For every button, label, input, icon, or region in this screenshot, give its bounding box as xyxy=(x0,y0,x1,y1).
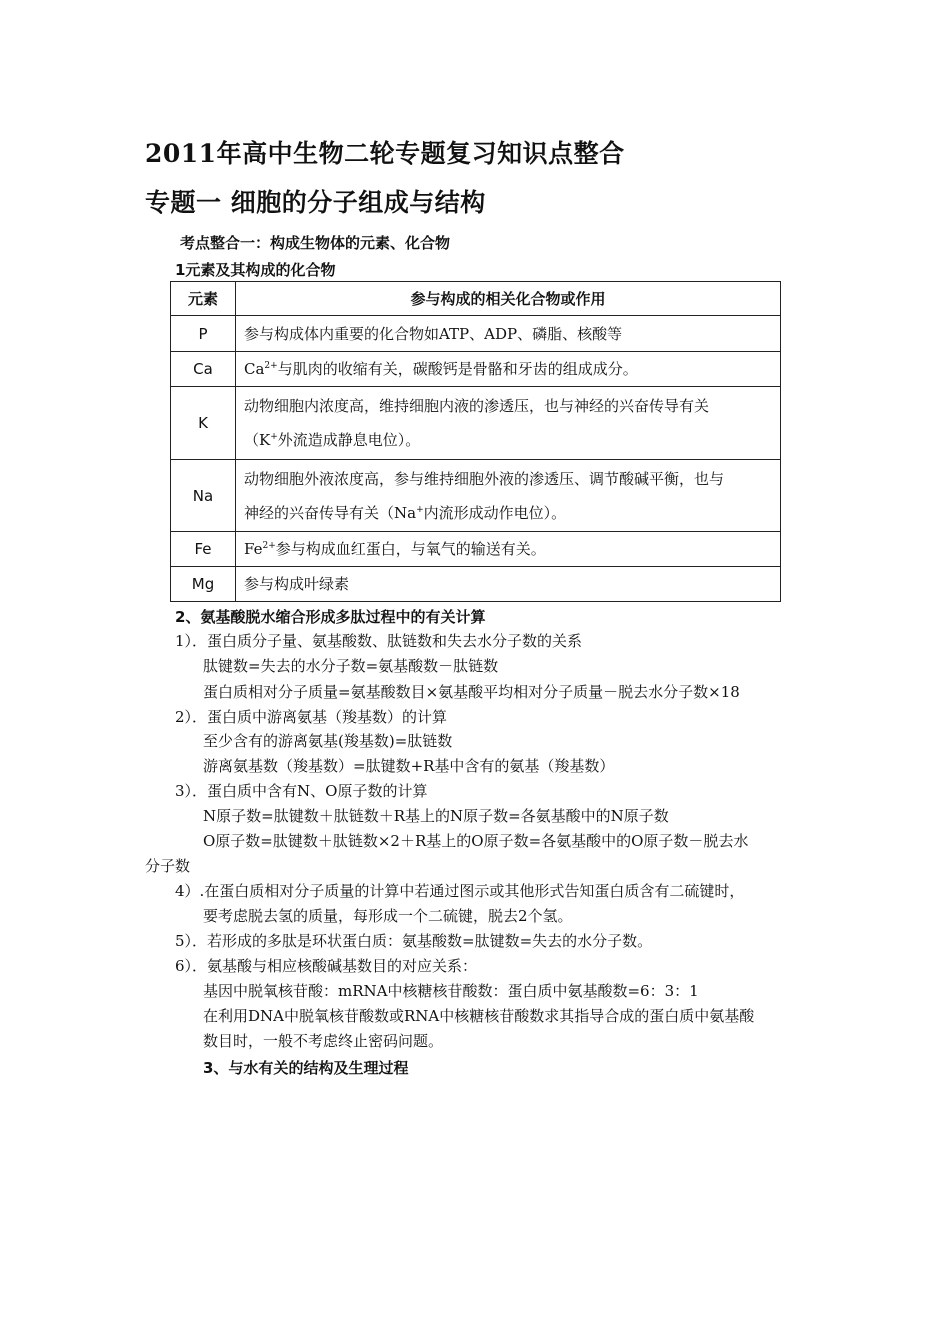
role-cell-text: 内流形成动作电位）。 xyxy=(423,503,567,522)
formula-line: 肽键数=失去的水分子数=氨基酸数－肽链数 xyxy=(203,657,499,675)
role-cell-text: 与肌肉的收缩有关，碳酸钙是骨骼和牙齿的组成成分。 xyxy=(277,360,638,378)
formula-line: 游离氨基数（羧基数）=肽键数+R基中含有的氨基（羧基数） xyxy=(203,757,615,775)
ion-charge: + xyxy=(416,504,424,515)
ion-charge: 2+ xyxy=(262,541,276,551)
role-cell xyxy=(236,387,781,460)
col-header-element: 元素 xyxy=(171,282,236,316)
formula-line: 数目时，一般不考虑终止密码问题。 xyxy=(203,1032,444,1050)
formula-line: O原子数=肽键数＋肽链数×2＋R基上的O原子数=各氨基酸中的O原子数－脱去水 xyxy=(203,832,749,850)
item-4: 4）.在蛋白质相对分子质量的计算中若通过图示或其他形式告知蛋白质含有二硫键时， xyxy=(175,882,745,900)
ion-charge: 2+ xyxy=(264,361,278,371)
role-cell xyxy=(236,352,781,387)
role-cell-text: 参与构成血红蛋白，与氧气的输送有关。 xyxy=(275,540,546,558)
table-row xyxy=(171,532,781,567)
role-cell-text: 外流造成静息电位）。 xyxy=(277,431,421,449)
section-2-heading: 2、氨基酸脱水缩合形成多肽过程中的有关计算 xyxy=(175,608,486,626)
table-row xyxy=(171,387,781,460)
role-cell-pre: Ca xyxy=(244,360,265,378)
element-cell: K xyxy=(171,387,236,460)
table-row xyxy=(171,352,781,387)
formula-line: 蛋白质相对分子质量=氨基酸数目×氨基酸平均相对分子质量－脱去水分子数×18 xyxy=(203,683,740,701)
role-cell: 参与构成体内重要的化合物如ATP、ADP、磷脂、核酸等 xyxy=(236,316,781,352)
item-5: 5）．若形成的多肽是环状蛋白质：氨基酸数=肽键数=失去的水分子数。 xyxy=(175,932,653,950)
table-row xyxy=(171,316,781,352)
element-cell: Ca xyxy=(171,352,236,387)
formula-line: 基因中脱氧核苷酸：mRNA中核糖核苷酸数：蛋白质中氨基酸数=6：3：1 xyxy=(203,982,699,1000)
formula-line: N原子数=肽键数＋肽链数＋R基上的N原子数=各氨基酸中的N原子数 xyxy=(203,807,669,825)
role-cell-pre: 神经的兴奋传导有关（Na xyxy=(244,503,417,522)
role-cell xyxy=(236,460,781,532)
element-cell: Na xyxy=(171,460,236,532)
sub1-heading: 1元素及其构成的化合物 xyxy=(175,261,336,279)
role-cell-pre: Fe xyxy=(244,540,263,558)
ion-charge: + xyxy=(270,432,278,442)
formula-line: 在利用DNA中脱氧核苷酸数或RNA中核糖核苷酸数求其指导合成的蛋白质中氨基酸 xyxy=(203,1007,755,1025)
table-row xyxy=(171,567,781,602)
table-row xyxy=(171,460,781,532)
role-cell-pre: （K xyxy=(244,431,271,449)
element-table xyxy=(170,281,781,602)
kp1-heading: 考点整合一：构成生物体的元素、化合物 xyxy=(180,234,451,252)
role-cell-line1: 动物细胞外液浓度高，参与维持细胞外液的渗透压、调节酸碱平衡，也与 xyxy=(244,469,725,488)
page-title: 2011年高中生物二轮专题复习知识点整合 xyxy=(145,139,625,168)
topic-heading: 专题一 细胞的分子组成与结构 xyxy=(145,188,486,217)
item-2: 2）．蛋白质中游离氨基（羧基数）的计算 xyxy=(175,708,448,726)
item-1: 1）．蛋白质分子量、氨基酸数、肽链数和失去水分子数的关系 xyxy=(175,632,583,650)
table-header-row xyxy=(171,282,781,316)
role-cell xyxy=(236,532,781,567)
role-cell: 参与构成叶绿素 xyxy=(236,567,781,602)
role-cell-line1: 动物细胞内浓度高，维持细胞内液的渗透压，也与神经的兴奋传导有关 xyxy=(244,397,710,415)
element-cell: Fe xyxy=(171,532,236,567)
section-3-heading: 3、与水有关的结构及生理过程 xyxy=(203,1059,409,1077)
col-header-role: 参与构成的相关化合物或作用 xyxy=(236,282,781,316)
item-6: 6）．氨基酸与相应核酸碱基数目的对应关系： xyxy=(175,957,478,975)
element-cell: Mg xyxy=(171,567,236,602)
element-cell: P xyxy=(171,316,236,352)
formula-line: 至少含有的游离氨基(羧基数)=肽链数 xyxy=(203,732,453,750)
item-4-cont: 要考虑脱去氢的质量，每形成一个二硫键，脱去2个氢。 xyxy=(203,907,573,925)
formula-line-cont: 分子数 xyxy=(145,857,191,875)
item-3: 3）．蛋白质中含有N、O原子数的计算 xyxy=(175,782,428,800)
